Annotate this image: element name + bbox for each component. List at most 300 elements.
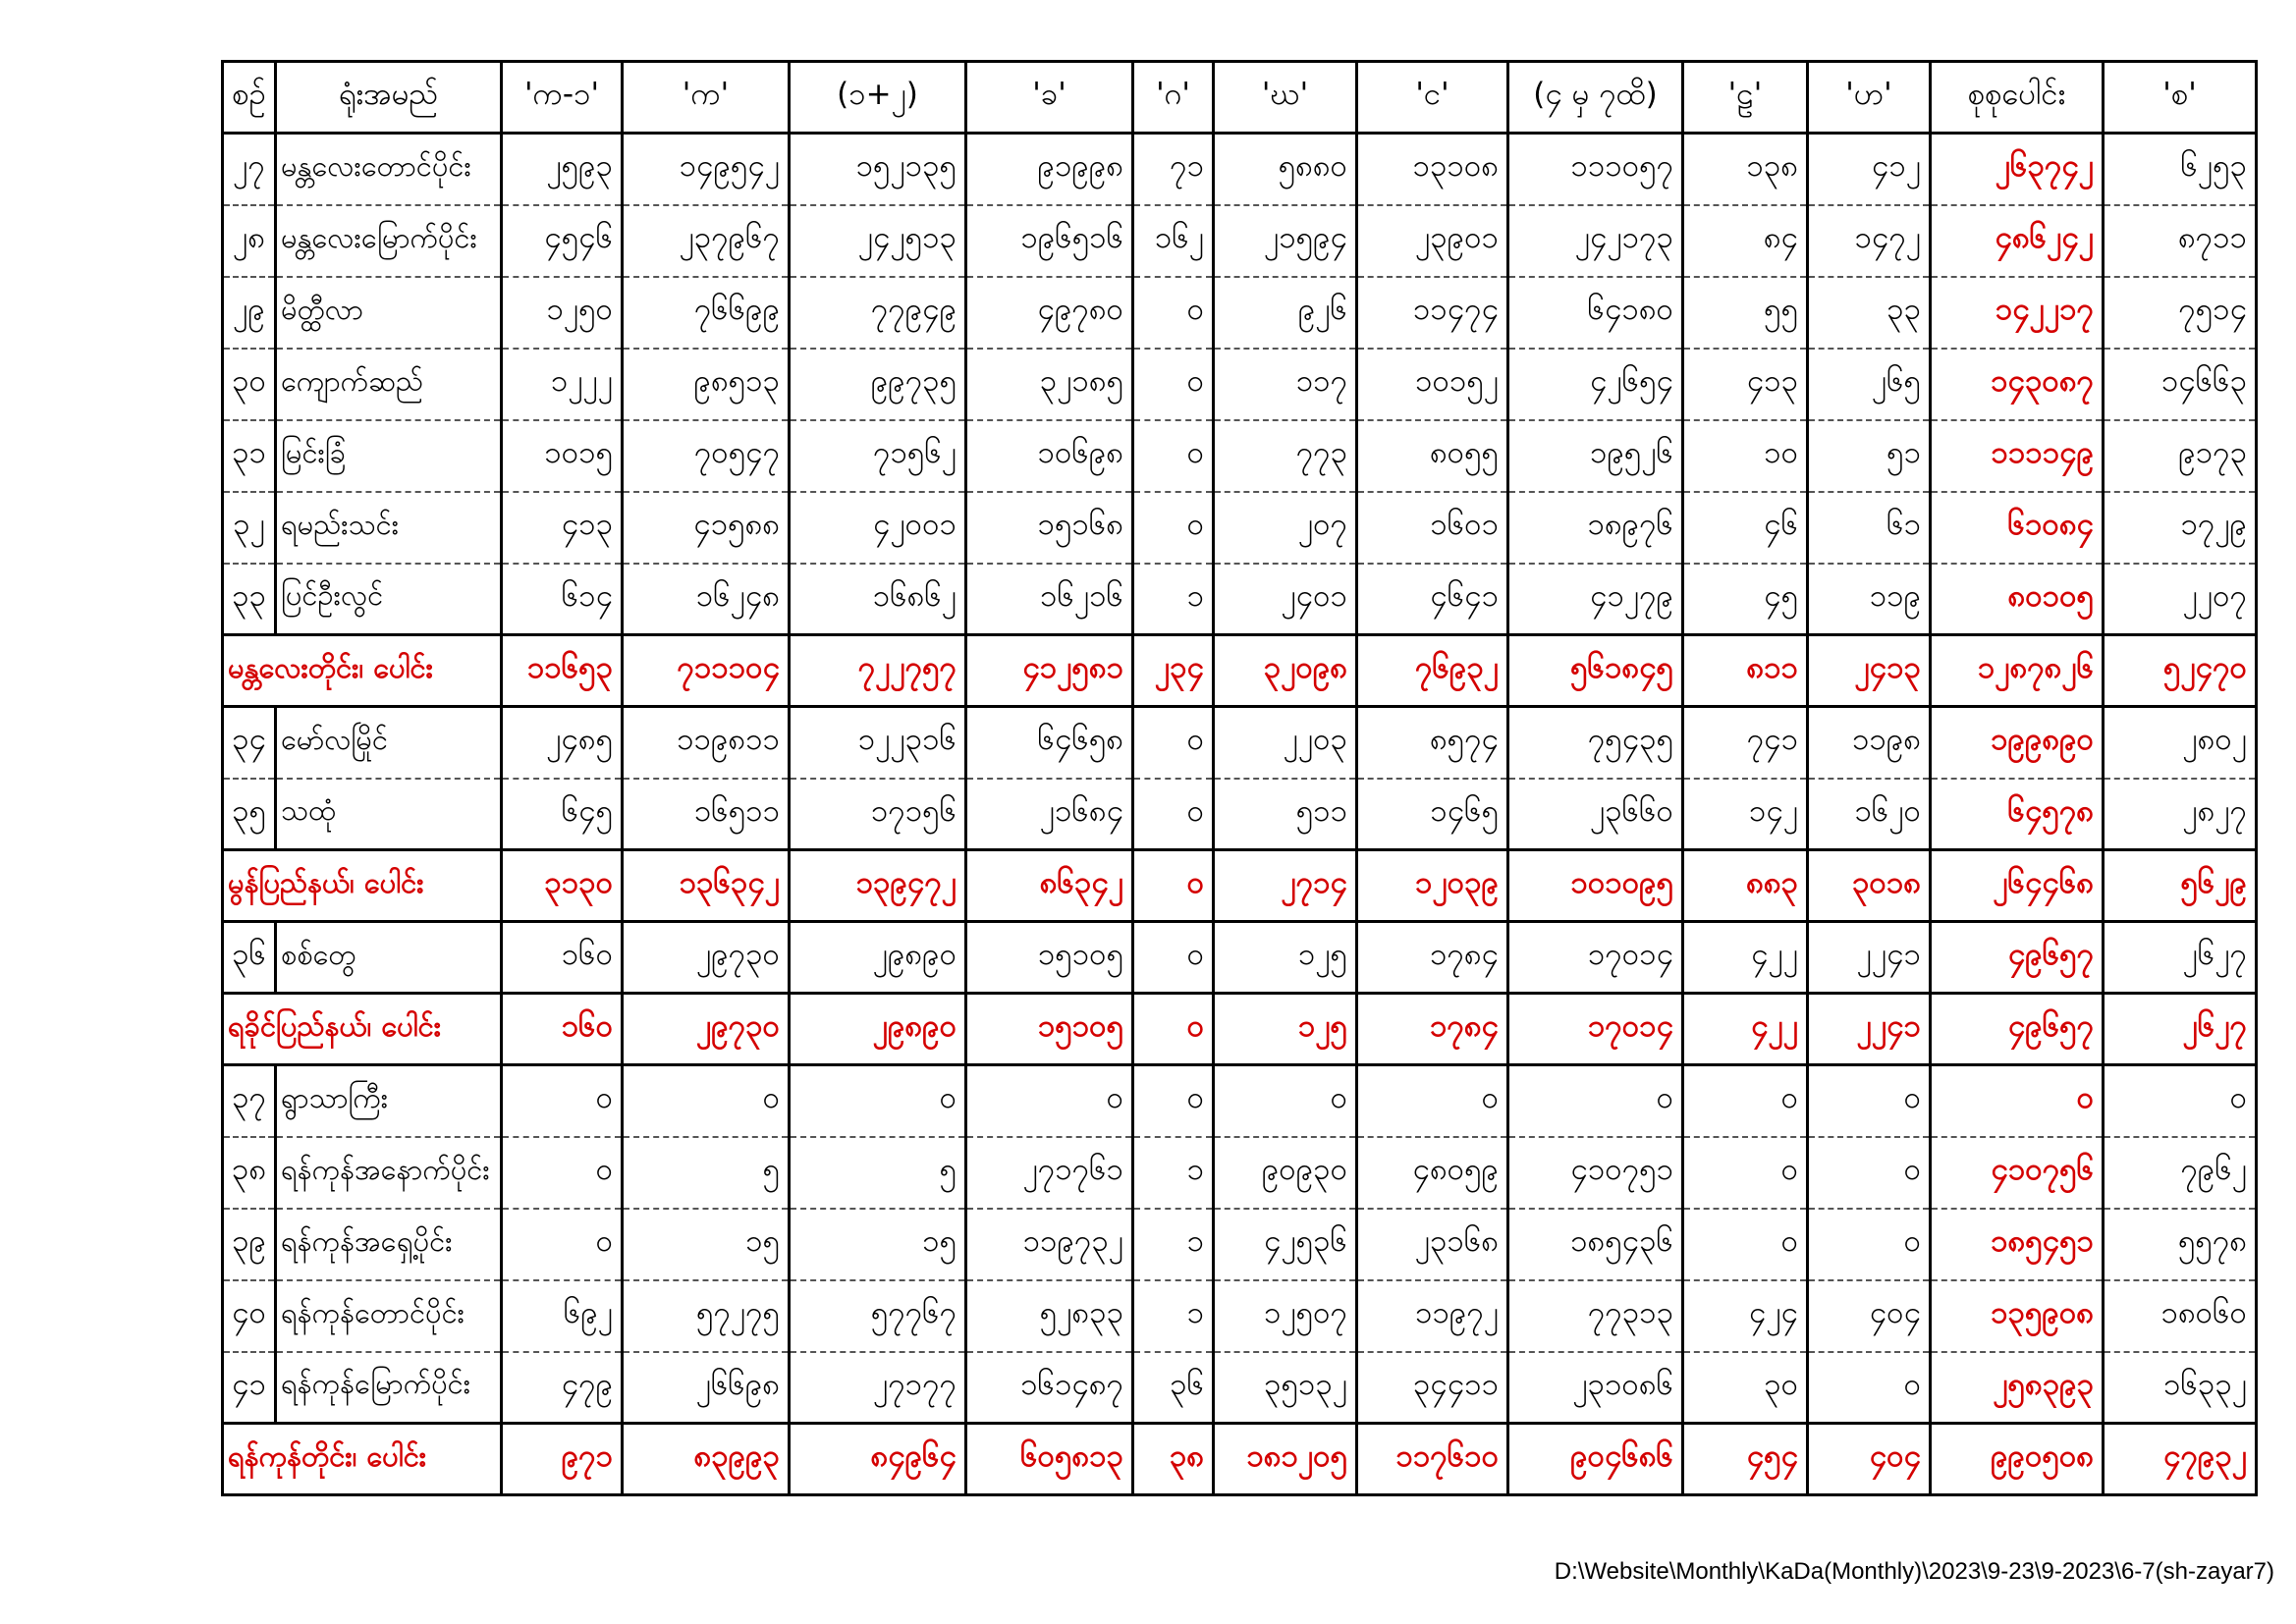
value-cell: ၆၉၂ <box>502 1280 623 1352</box>
subtotal-value-cell: ၂၇၁၄ <box>1214 850 1357 922</box>
value-cell: ၁၀ <box>1683 420 1808 492</box>
column-header: ရုံးအမည် <box>276 62 502 134</box>
value-cell: ၂၄၀၁ <box>1214 564 1357 635</box>
value-cell: ၁၆၀၁ <box>1357 492 1508 564</box>
value-cell: ၅၇၂၇၅ <box>623 1280 790 1352</box>
value-cell: ၄၁၂ <box>1808 134 1931 205</box>
value-cell: ၄၆ <box>1683 492 1808 564</box>
subtotal-value-cell: ၄၇၉၃၂ <box>2104 1424 2257 1495</box>
row-number: ၂၇ <box>223 134 276 205</box>
value-cell: ၂၂၄၁ <box>1808 922 1931 994</box>
value-cell: ၉၂၆ <box>1214 277 1357 349</box>
subtotal-value-cell: ၃၁၃၀ <box>502 850 623 922</box>
subtotal-value-cell: ၇၂၂၇၅၇ <box>790 635 966 707</box>
office-name: ရန်ကုန်တောင်ပိုင်း <box>276 1280 502 1352</box>
value-cell: ၁၉၆၅၁၆ <box>966 205 1133 277</box>
value-cell: ၅ <box>790 1137 966 1209</box>
table-row <box>223 420 2257 492</box>
value-cell: ၁၄၉၅၄၂ <box>623 134 790 205</box>
value-cell: ၂၄၂၅၁၃ <box>790 205 966 277</box>
subtotal-value-cell: ၇၆၉၃၂ <box>1357 635 1508 707</box>
value-cell: ၁၇၁၅၆ <box>790 779 966 850</box>
subtotal-value-cell: ၁၂၀၃၉ <box>1357 850 1508 922</box>
value-cell: ၂၅၉၃ <box>502 134 623 205</box>
office-name: ရွာသာကြီး <box>276 1065 502 1137</box>
value-cell: ၂၈၀၂ <box>2104 707 2257 779</box>
value-cell: ၃၄၄၁၁ <box>1357 1352 1508 1424</box>
subtotal-value-cell: ၄၅၄ <box>1683 1424 1808 1495</box>
value-cell: ၇၇၃၁၃ <box>1508 1280 1683 1352</box>
value-cell: ၂၇၁၇၇ <box>790 1352 966 1424</box>
table-row <box>223 277 2257 349</box>
value-cell: ၁၅ <box>623 1209 790 1280</box>
row-total-cell: ၆၄၅၇၈ <box>1931 779 2104 850</box>
value-cell: ၁၄၆၆၃ <box>2104 349 2257 420</box>
subtotal-value-cell: ၁၃၆၃၄၂ <box>623 850 790 922</box>
subtotal-value-cell: ၅၆၁၈၄၅ <box>1508 635 1683 707</box>
value-cell: ၃၀ <box>1683 1352 1808 1424</box>
value-cell: ၂၃၇၉၆၇ <box>623 205 790 277</box>
value-cell: ၉၁၉၉၈ <box>966 134 1133 205</box>
row-number: ၃၄ <box>223 707 276 779</box>
value-cell: ၀ <box>1808 1352 1931 1424</box>
value-cell: ၁၆၀ <box>502 922 623 994</box>
value-cell: ၇၁၅၆၂ <box>790 420 966 492</box>
value-cell: ၅၅၇၈ <box>2104 1209 2257 1280</box>
subtotal-value-cell: ၂၄၁၃ <box>1808 635 1931 707</box>
value-cell: ၁၁၉ <box>1808 564 1931 635</box>
value-cell: ၇၆၆၉၉ <box>623 277 790 349</box>
value-cell: ၁၁၉၇၃၂ <box>966 1209 1133 1280</box>
row-number: ၃၈ <box>223 1137 276 1209</box>
value-cell: ၂၁၅၉၄ <box>1214 205 1357 277</box>
value-cell: ၁၈၉၇၆ <box>1508 492 1683 564</box>
row-total-cell: ၄၈၆၂၄၂ <box>1931 205 2104 277</box>
row-total-cell: ၁၈၅၄၅၁ <box>1931 1209 2104 1280</box>
office-name: ရန်ကုန်အနောက်ပိုင်း <box>276 1137 502 1209</box>
value-cell: ၁၂၂၃၁၆ <box>790 707 966 779</box>
value-cell: ၂၂၀၃ <box>1214 707 1357 779</box>
table-row <box>223 134 2257 205</box>
row-number: ၃၉ <box>223 1209 276 1280</box>
subtotal-value-cell: ၃၀၁၈ <box>1808 850 1931 922</box>
column-header: 'ဠ' <box>1683 62 1808 134</box>
value-cell: ၂၃၉၀၁ <box>1357 205 1508 277</box>
value-cell: ၁၈၅၄၃၆ <box>1508 1209 1683 1280</box>
value-cell: ၄၁၃ <box>502 492 623 564</box>
value-cell: ၀ <box>1808 1209 1931 1280</box>
row-number: ၄၁ <box>223 1352 276 1424</box>
value-cell: ၁၂၂၂ <box>502 349 623 420</box>
value-cell: ၁၇၈၄ <box>1357 922 1508 994</box>
value-cell: ၁၁၉၈ <box>1808 707 1931 779</box>
value-cell: ၀ <box>1214 1065 1357 1137</box>
value-cell: ၂၆၂၇ <box>2104 922 2257 994</box>
value-cell: ၁၀၁၅၂ <box>1357 349 1508 420</box>
value-cell: ၄၂၀၀၁ <box>790 492 966 564</box>
row-number: ၂၈ <box>223 205 276 277</box>
value-cell: ၂၉၇၃၀ <box>623 922 790 994</box>
value-cell: ၂၃၁၀၈၆ <box>1508 1352 1683 1424</box>
value-cell: ၇၅၁၄ <box>2104 277 2257 349</box>
value-cell: ၈၇၁၁ <box>2104 205 2257 277</box>
value-cell: ၀ <box>1133 1065 1214 1137</box>
subtotal-value-cell: ၂၆၄၄၆၈ <box>1931 850 2104 922</box>
value-cell: ၄၁၀၇၅၁ <box>1508 1137 1683 1209</box>
value-cell: ၉၀၉၃၀ <box>1214 1137 1357 1209</box>
subtotal-value-cell: ၁၇၀၁၄ <box>1508 994 1683 1065</box>
row-number: ၃၅ <box>223 779 276 850</box>
office-name: ရမည်းသင်း <box>276 492 502 564</box>
value-cell: ၄၂၄ <box>1683 1280 1808 1352</box>
value-cell: ၂၈၂၇ <box>2104 779 2257 850</box>
value-cell: ၀ <box>790 1065 966 1137</box>
value-cell: ၁၆၈၆၂ <box>790 564 966 635</box>
subtotal-value-cell: ၁၆၀ <box>502 994 623 1065</box>
value-cell: ၄၇၉ <box>502 1352 623 1424</box>
value-cell: ၀ <box>1133 922 1214 994</box>
value-cell: ၂၁၆၈၄ <box>966 779 1133 850</box>
value-cell: ၂၃၆၆၀ <box>1508 779 1683 850</box>
column-header: (၁+၂) <box>790 62 966 134</box>
column-header: စုစုပေါင်း <box>1931 62 2104 134</box>
value-cell: ၈၅၇၄ <box>1357 707 1508 779</box>
row-number: ၃၃ <box>223 564 276 635</box>
value-cell: ၁၅၁၀၅ <box>966 922 1133 994</box>
value-cell: ၁၁၉၇၂ <box>1357 1280 1508 1352</box>
subtotal-value-cell: ၀ <box>1133 850 1214 922</box>
value-cell: ၂၇၁၇၆၁ <box>966 1137 1133 1209</box>
value-cell: ၁၈၀၆၀ <box>2104 1280 2257 1352</box>
value-cell: ၂၄၈၅ <box>502 707 623 779</box>
row-total-cell: ၂၅၈၃၉၃ <box>1931 1352 2104 1424</box>
value-cell: ၅၂၈၃၃ <box>966 1280 1133 1352</box>
row-total-cell: ၆၁၀၈၄ <box>1931 492 2104 564</box>
table-row <box>223 349 2257 420</box>
value-cell: ၅၈၈၀ <box>1214 134 1357 205</box>
value-cell: ၁၂၅၀၇ <box>1214 1280 1357 1352</box>
subtotal-value-cell: ၄၁၂၅၈၁ <box>966 635 1133 707</box>
value-cell: ၁၁၇ <box>1214 349 1357 420</box>
subtotal-value-cell: ၁၃၉၄၇၂ <box>790 850 966 922</box>
value-cell: ၆၂၅၃ <box>2104 134 2257 205</box>
table-row <box>223 779 2257 850</box>
subtotal-value-cell: ၈၈၃ <box>1683 850 1808 922</box>
report-sheet <box>221 60 2255 1496</box>
row-total-cell: ၁၁၁၁၄၉ <box>1931 420 2104 492</box>
subtotal-value-cell: ၉၉၀၅၀၈ <box>1931 1424 2104 1495</box>
file-path-footer: D:\Website\Monthly\KaDa(Monthly)\2023\9-23\9-2023\6-7(sh-zayar7) <box>1554 1558 2274 1585</box>
row-total-cell: ၁၄၃၀၈၇ <box>1931 349 2104 420</box>
value-cell: ၅၅ <box>1683 277 1808 349</box>
value-cell: ၁၆၅၁၁ <box>623 779 790 850</box>
value-cell: ၇၉၆၂ <box>2104 1137 2257 1209</box>
value-cell: ၁ <box>1133 1280 1214 1352</box>
subtotal-value-cell: ၁၁၇၆၁၀ <box>1357 1424 1508 1495</box>
value-cell: ၀ <box>1133 707 1214 779</box>
value-cell: ၄၂၆၅၄ <box>1508 349 1683 420</box>
column-header: 'စ' <box>2104 62 2257 134</box>
value-cell: ၂၂၀၇ <box>2104 564 2257 635</box>
row-total-cell: ၈၀၁၀၅ <box>1931 564 2104 635</box>
table-row <box>223 922 2257 994</box>
subtotal-row <box>223 850 2257 922</box>
value-cell: ၁၁၁၀၅၇ <box>1508 134 1683 205</box>
subtotal-value-cell: ၈၃၉၉၃ <box>623 1424 790 1495</box>
table-row <box>223 492 2257 564</box>
value-cell: ၁၆၂၁၆ <box>966 564 1133 635</box>
value-cell: ၁၇၀၁၄ <box>1508 922 1683 994</box>
value-cell: ၁၂၅၀ <box>502 277 623 349</box>
table-row <box>223 707 2257 779</box>
subtotal-value-cell: ၁၀၁၀၉၅ <box>1508 850 1683 922</box>
office-name: စစ်တွေ <box>276 922 502 994</box>
table-row <box>223 1280 2257 1352</box>
value-cell: ၅၁ <box>1808 420 1931 492</box>
value-cell: ၀ <box>1508 1065 1683 1137</box>
value-cell: ၁ <box>1133 1137 1214 1209</box>
row-number: ၃၂ <box>223 492 276 564</box>
subtotal-label: မန္တလေးတိုင်း၊ ပေါင်း <box>223 635 502 707</box>
column-header: 'င' <box>1357 62 1508 134</box>
subtotal-label: ရန်ကုန်တိုင်း၊ ပေါင်း <box>223 1424 502 1495</box>
value-cell: ၂၉၈၉၀ <box>790 922 966 994</box>
table-row <box>223 1065 2257 1137</box>
subtotal-value-cell: ၂၉၈၉၀ <box>790 994 966 1065</box>
subtotal-value-cell: ၈၁၁ <box>1683 635 1808 707</box>
row-total-cell: ၁၃၅၉၀၈ <box>1931 1280 2104 1352</box>
value-cell: ၀ <box>502 1209 623 1280</box>
value-cell: ၀ <box>2104 1065 2257 1137</box>
subtotal-value-cell: ၁၇၈၄ <box>1357 994 1508 1065</box>
value-cell: ၀ <box>966 1065 1133 1137</box>
value-cell: ၉၁၇၃ <box>2104 420 2257 492</box>
table-header-row <box>223 62 2257 134</box>
value-cell: ၂၆၆၉၈ <box>623 1352 790 1424</box>
value-cell: ၅၇၇၆၇ <box>790 1280 966 1352</box>
value-cell: ၁၄၇၂ <box>1808 205 1931 277</box>
table-row <box>223 1352 2257 1424</box>
column-header: 'ခ' <box>966 62 1133 134</box>
value-cell: ၀ <box>1357 1065 1508 1137</box>
column-header: 'ဂ' <box>1133 62 1214 134</box>
value-cell: ၃၆ <box>1133 1352 1214 1424</box>
value-cell: ၄၀၄ <box>1808 1280 1931 1352</box>
row-total-cell: ၄၉၆၅၇ <box>1931 922 2104 994</box>
value-cell: ၁၆၁၄၈၇ <box>966 1352 1133 1424</box>
column-header: 'ဟ' <box>1808 62 1931 134</box>
row-total-cell: ၁၄၂၂၁၇ <box>1931 277 2104 349</box>
office-name: ကျောက်ဆည် <box>276 349 502 420</box>
value-cell: ၉၉၇၃၅ <box>790 349 966 420</box>
value-cell: ၁၅၁၆၈ <box>966 492 1133 564</box>
value-cell: ၄၁၂၇၉ <box>1508 564 1683 635</box>
subtotal-value-cell: ၀ <box>1133 994 1214 1065</box>
row-number: ၃၆ <box>223 922 276 994</box>
subtotal-value-cell: ၁၈၁၂၀၅ <box>1214 1424 1357 1495</box>
subtotal-value-cell: ၉၇၁ <box>502 1424 623 1495</box>
value-cell: ၄၆၄၁ <box>1357 564 1508 635</box>
value-cell: ၁၆၂၄၈ <box>623 564 790 635</box>
subtotal-value-cell: ၇၁၁၁၀၄ <box>623 635 790 707</box>
subtotal-value-cell: ၃၈ <box>1133 1424 1214 1495</box>
office-name: ရန်ကုန်မြောက်ပိုင်း <box>276 1352 502 1424</box>
value-cell: ၄၁၃ <box>1683 349 1808 420</box>
value-cell: ၆၄၁၈၀ <box>1508 277 1683 349</box>
value-cell: ၁၁၄၇၄ <box>1357 277 1508 349</box>
subtotal-row <box>223 635 2257 707</box>
value-cell: ၄၅၄၆ <box>502 205 623 277</box>
subtotal-row <box>223 1424 2257 1495</box>
column-header: (၄ မှ ၇ထိ) <box>1508 62 1683 134</box>
value-cell: ၆၁ <box>1808 492 1931 564</box>
value-cell: ၄၈၀၅၉ <box>1357 1137 1508 1209</box>
subtotal-value-cell: ၂၆၂၇ <box>2104 994 2257 1065</box>
value-cell: ၇၄၁ <box>1683 707 1808 779</box>
row-number: ၂၉ <box>223 277 276 349</box>
value-cell: ၇၇၉၄၉ <box>790 277 966 349</box>
subtotal-value-cell: ၉၀၄၆၈၆ <box>1508 1424 1683 1495</box>
value-cell: ၆၄၆၅၈ <box>966 707 1133 779</box>
office-name: သထုံ <box>276 779 502 850</box>
value-cell: ၁ <box>1133 564 1214 635</box>
table-row <box>223 564 2257 635</box>
value-cell: ၇၀၅၄၇ <box>623 420 790 492</box>
value-cell: ၂၄၂၁၇၃ <box>1508 205 1683 277</box>
value-cell: ၁၀၁၅ <box>502 420 623 492</box>
row-total-cell: ၄၁၀၇၅၆ <box>1931 1137 2104 1209</box>
office-name: မန္တလေးမြောက်ပိုင်း <box>276 205 502 277</box>
value-cell: ၄၂၅၃၆ <box>1214 1209 1357 1280</box>
value-cell: ၀ <box>1808 1065 1931 1137</box>
table-row <box>223 1209 2257 1280</box>
subtotal-value-cell: ၃၂၀၉၈ <box>1214 635 1357 707</box>
subtotal-value-cell: ၄၀၄ <box>1808 1424 1931 1495</box>
value-cell: ၇၇၃ <box>1214 420 1357 492</box>
table-row <box>223 205 2257 277</box>
value-cell: ၁၃၈ <box>1683 134 1808 205</box>
value-cell: ၂၀၇ <box>1214 492 1357 564</box>
value-cell: ၁၂၅ <box>1214 922 1357 994</box>
office-name: မန္တလေးတောင်ပိုင်း <box>276 134 502 205</box>
subtotal-value-cell: ၈၆၃၄၂ <box>966 850 1133 922</box>
office-name: ပြင်ဦးလွင် <box>276 564 502 635</box>
value-cell: ၁၉၅၂၆ <box>1508 420 1683 492</box>
row-total-cell: ၁၉၉၈၉၀ <box>1931 707 2104 779</box>
value-cell: ၀ <box>502 1137 623 1209</box>
subtotal-value-cell: ၁၅၁၀၅ <box>966 994 1133 1065</box>
subtotal-value-cell: ၅၂၄၇၀ <box>2104 635 2257 707</box>
row-number: ၃၀ <box>223 349 276 420</box>
row-number: ၃၇ <box>223 1065 276 1137</box>
value-cell: ၁၃၁၀၈ <box>1357 134 1508 205</box>
value-cell: ၇၁ <box>1133 134 1214 205</box>
value-cell: ၆၄၅ <box>502 779 623 850</box>
subtotal-value-cell: ၂၉၇၃၀ <box>623 994 790 1065</box>
row-total-cell: ၀ <box>1931 1065 2104 1137</box>
column-header: 'က' <box>623 62 790 134</box>
value-cell: ၀ <box>1808 1137 1931 1209</box>
row-total-cell: ၂၆၃၇၄၂ <box>1931 134 2104 205</box>
value-cell: ၀ <box>1133 277 1214 349</box>
subtotal-value-cell: ၈၄၉၆၄ <box>790 1424 966 1495</box>
value-cell: ၁၁၉၈၁၁ <box>623 707 790 779</box>
value-cell: ၀ <box>1683 1209 1808 1280</box>
office-name: ရန်ကုန်အရှေ့ပိုင်း <box>276 1209 502 1280</box>
value-cell: ၁ <box>1133 1209 1214 1280</box>
value-cell: ၃၃ <box>1808 277 1931 349</box>
value-cell: ၉၈၅၁၃ <box>623 349 790 420</box>
subtotal-label: ရခိုင်ပြည်နယ်၊ ပေါင်း <box>223 994 502 1065</box>
office-name: မြင်းခြံ <box>276 420 502 492</box>
value-cell: ၇၅၄၃၅ <box>1508 707 1683 779</box>
value-cell: ၀ <box>1133 349 1214 420</box>
table-row <box>223 1137 2257 1209</box>
subtotal-value-cell: ၄၂၂ <box>1683 994 1808 1065</box>
value-cell: ၀ <box>1683 1137 1808 1209</box>
value-cell: ၃၅၁၃၂ <box>1214 1352 1357 1424</box>
column-header: 'ဃ' <box>1214 62 1357 134</box>
value-cell: ၄၂၂ <box>1683 922 1808 994</box>
value-cell: ၁၆၂၀ <box>1808 779 1931 850</box>
value-cell: ၅၁၁ <box>1214 779 1357 850</box>
value-cell: ၆၁၄ <box>502 564 623 635</box>
value-cell: ၀ <box>1683 1065 1808 1137</box>
value-cell: ၃၂၁၈၅ <box>966 349 1133 420</box>
value-cell: ၀ <box>623 1065 790 1137</box>
value-cell: ၁၀၆၉၈ <box>966 420 1133 492</box>
subtotal-value-cell: ၆၀၅၈၁၃ <box>966 1424 1133 1495</box>
row-number: ၃၁ <box>223 420 276 492</box>
value-cell: ၁၄၆၅ <box>1357 779 1508 850</box>
subtotal-value-cell: ၅၆၂၉ <box>2104 850 2257 922</box>
value-cell: ၄၉၇၈၀ <box>966 277 1133 349</box>
value-cell: ၁၅၂၁၃၅ <box>790 134 966 205</box>
subtotal-value-cell: ၁၁၆၅၃ <box>502 635 623 707</box>
office-name: မိတ္ထီလာ <box>276 277 502 349</box>
value-cell: ၄၅ <box>1683 564 1808 635</box>
office-data-table <box>221 60 2258 1496</box>
subtotal-value-cell: ၂၃၄ <box>1133 635 1214 707</box>
value-cell: ၀ <box>1133 492 1214 564</box>
subtotal-value-cell: ၂၂၄၁ <box>1808 994 1931 1065</box>
subtotal-value-cell: ၁၂၈၇၈၂၆ <box>1931 635 2104 707</box>
value-cell: ၁၆၂ <box>1133 205 1214 277</box>
office-name: မော်လမြိုင် <box>276 707 502 779</box>
subtotal-label: မွန်ပြည်နယ်၊ ပေါင်း <box>223 850 502 922</box>
value-cell: ၁၇၂၉ <box>2104 492 2257 564</box>
table-body <box>223 134 2257 1495</box>
column-header: စဉ် <box>223 62 276 134</box>
value-cell: ၂၆၅ <box>1808 349 1931 420</box>
column-header: 'က-၁' <box>502 62 623 134</box>
value-cell: ၄၁၅၈၈ <box>623 492 790 564</box>
value-cell: ၀ <box>1133 779 1214 850</box>
value-cell: ၁၅ <box>790 1209 966 1280</box>
row-number: ၄၀ <box>223 1280 276 1352</box>
subtotal-value-cell: ၁၂၅ <box>1214 994 1357 1065</box>
value-cell: ၀ <box>1133 420 1214 492</box>
value-cell: ၀ <box>502 1065 623 1137</box>
value-cell: ၂၃၁၆၈ <box>1357 1209 1508 1280</box>
value-cell: ၁၄၂ <box>1683 779 1808 850</box>
subtotal-value-cell: ၄၉၆၅၇ <box>1931 994 2104 1065</box>
subtotal-row <box>223 994 2257 1065</box>
value-cell: ၈၄ <box>1683 205 1808 277</box>
value-cell: ၈၀၅၅ <box>1357 420 1508 492</box>
value-cell: ၁၆၃၃၂ <box>2104 1352 2257 1424</box>
value-cell: ၅ <box>623 1137 790 1209</box>
